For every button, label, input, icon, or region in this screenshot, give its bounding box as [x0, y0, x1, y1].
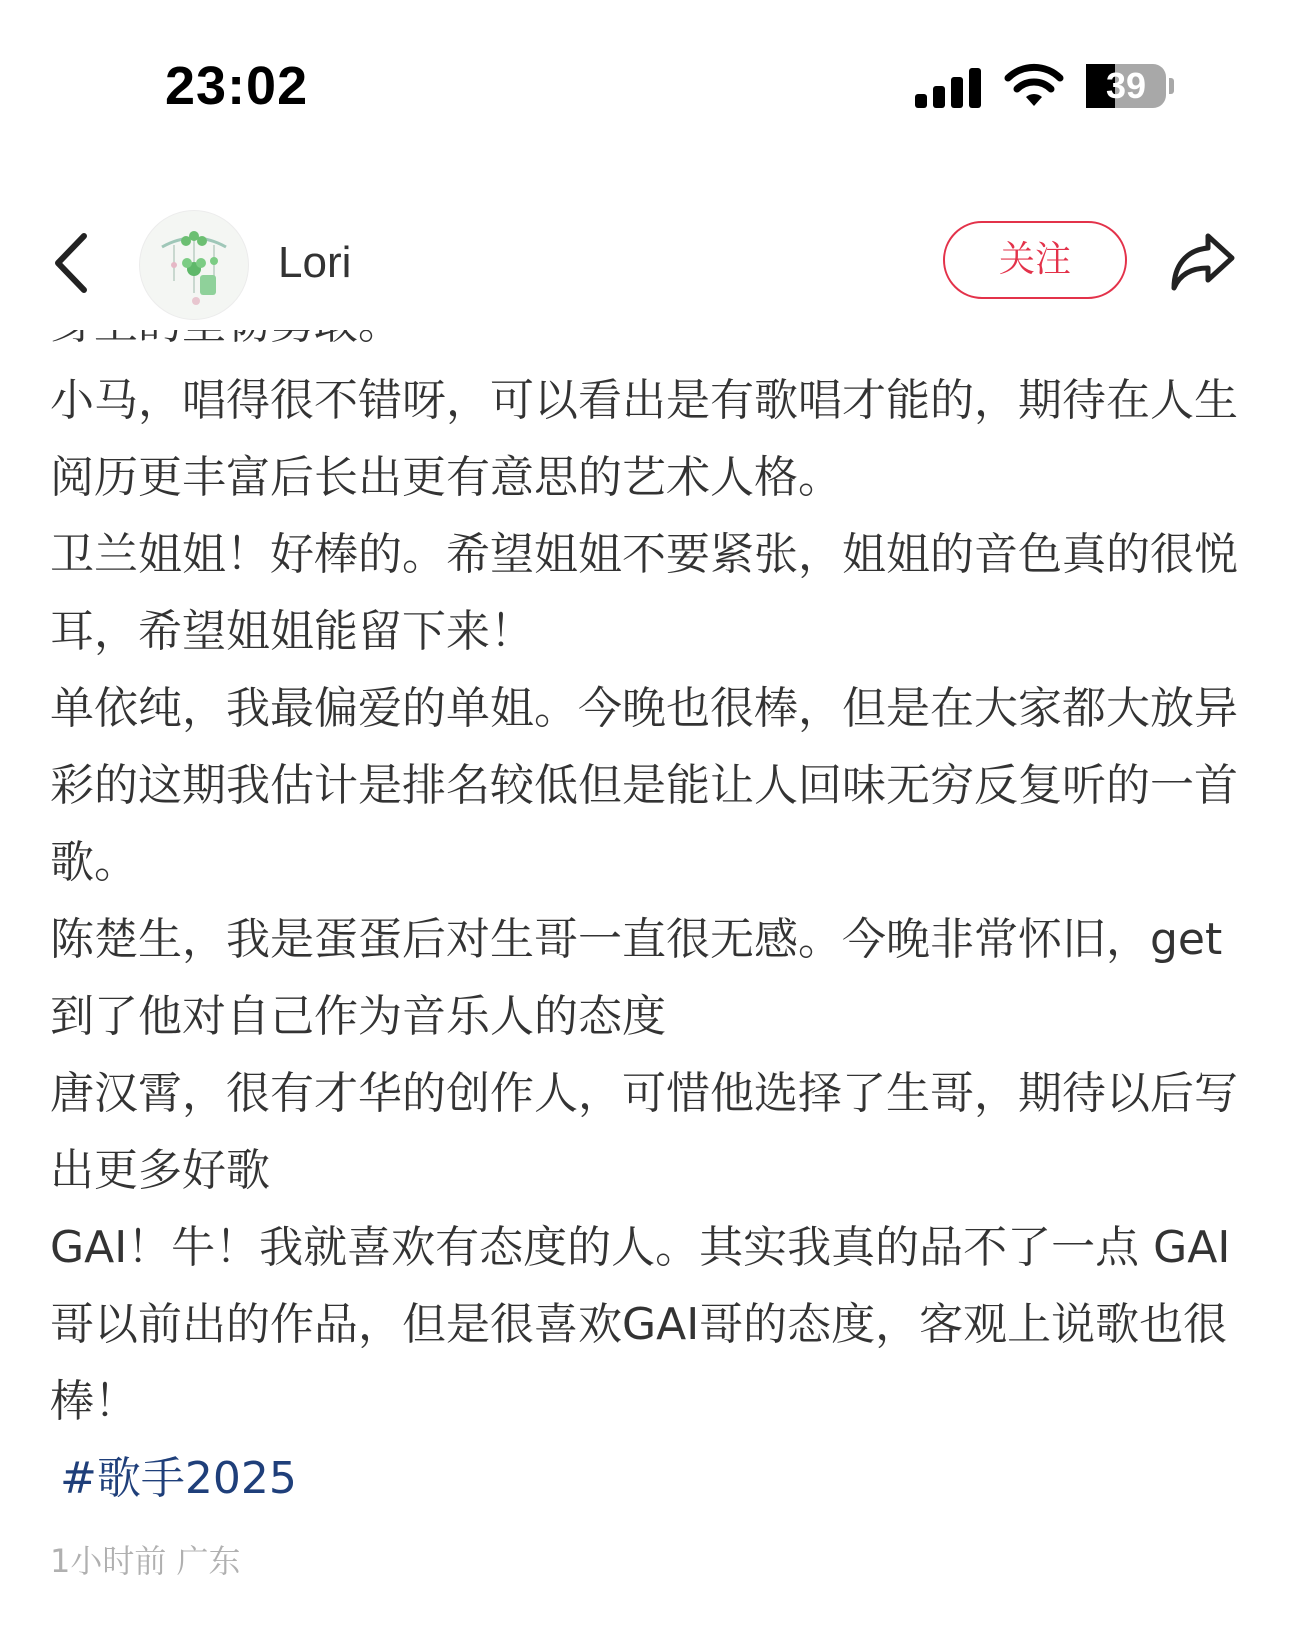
hashtag-link[interactable]: #歌手2025	[60, 1453, 297, 1504]
status-bar	[0, 0, 1290, 170]
post-meta: 1小时前 广东	[50, 1542, 241, 1580]
post-body	[50, 285, 1240, 1591]
post-paragraph: 小马，唱得很不错呀，可以看出是有歌唱才能的，期待在人生阅历更丰富后长出更有意思的艺术人格。	[50, 375, 1238, 503]
share-icon[interactable]	[1168, 228, 1238, 294]
battery-icon	[1086, 64, 1166, 108]
status-time: 23:02	[165, 56, 309, 116]
post-paragraph: 单依纯，我最偏爱的单姐。今晚也很棒，但是在大家都大放异彩的这期我估计是排名较低但是能让人回味无穷反复听的一首歌。	[50, 683, 1238, 888]
battery-level: 39	[1105, 65, 1147, 106]
post-content	[0, 330, 1290, 1627]
username[interactable]: Lori	[278, 238, 352, 287]
post-paragraph: 唐汉霄，很有才华的创作人，可惜他选择了生哥，期待以后写出更多好歌	[50, 1068, 1238, 1196]
post-header	[0, 170, 1290, 330]
battery-cap	[1169, 78, 1174, 94]
back-icon[interactable]	[48, 228, 98, 298]
wifi-icon	[1004, 62, 1064, 108]
avatar-image	[140, 211, 248, 319]
post-paragraph: 卫兰姐姐！好棒的。希望姐姐不要紧张，姐姐的音色真的很悦耳，希望姐姐能留下来！	[50, 529, 1238, 657]
post-paragraph: GAI！牛！我就喜欢有态度的人。其实我真的品不了一点 GAI哥以前出的作品，但是很喜欢GAI哥的态度，客观上说歌也很棒！	[50, 1222, 1231, 1427]
post-paragraph: 陈楚生，我是蛋蛋后对生哥一直很无感。今晚非常怀旧，get到了他对自己作为音乐人的态度	[50, 914, 1223, 1042]
avatar[interactable]	[139, 210, 249, 320]
signal-icon	[915, 66, 981, 108]
follow-button[interactable]: 关注	[943, 221, 1127, 299]
